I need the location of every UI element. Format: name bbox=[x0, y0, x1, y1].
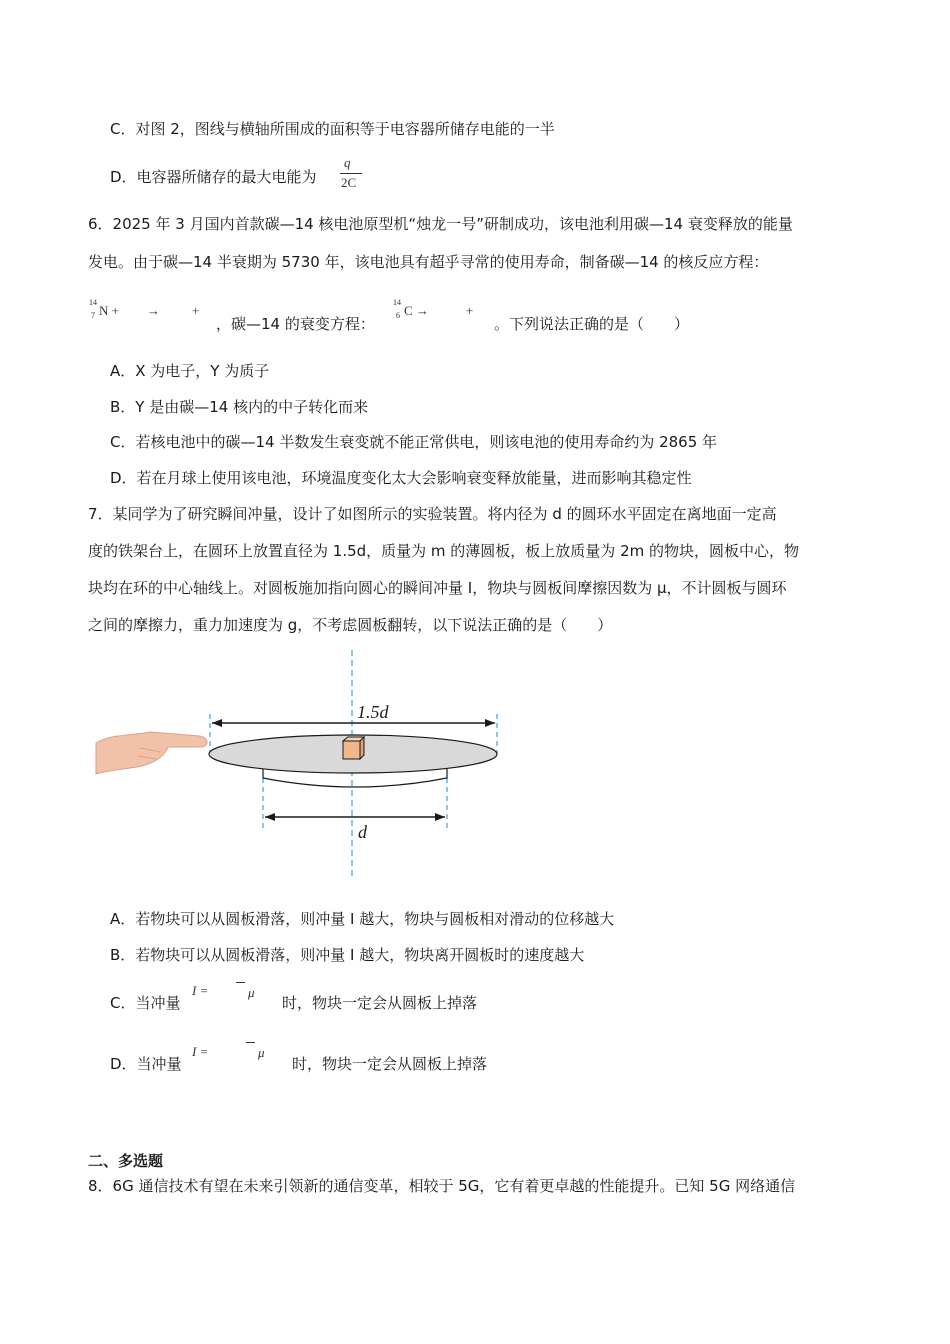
block-object bbox=[343, 737, 364, 759]
pointing-hand-icon bbox=[96, 732, 207, 774]
q6-eq1-arrow: → bbox=[147, 303, 160, 318]
section-heading-multiple-choice: 二、多选题 bbox=[88, 1152, 164, 1170]
q7-option-c-overbar bbox=[236, 982, 245, 983]
q7-option-d-overbar bbox=[246, 1042, 255, 1043]
q5-option-c: C．对图 2，图线与横轴所围成的面积等于电容器所储存电能的一半 bbox=[110, 120, 555, 138]
q7-stem-line3: 块均在环的中心轴线上。对圆板施加指向圆心的瞬间冲量 I，物块与圆板间摩擦因数为 μ，不计圆板与圆环 bbox=[88, 579, 787, 597]
q6-stem-line3-mid: ，碳—14 的衰变方程： bbox=[216, 315, 375, 333]
q6-eq1-plus: + bbox=[192, 303, 200, 318]
q7-figure bbox=[90, 648, 520, 880]
q6-stem-line1: 6．2025 年 3 月国内首款碳—14 核电池原型机“烛龙一号”研制成功，该电池利用碳—14 衰变释放的能量 bbox=[88, 215, 793, 233]
q6-eq1-charge-number: 7 bbox=[91, 311, 95, 320]
q6-stem-line2: 发电。由于碳—14 半衰期为 5730 年，该电池具有超乎寻常的使用寿命，制备碳—14 的核反应方程： bbox=[88, 253, 769, 271]
q6-stem-line3-end: 。下列说法正确的是（ ） bbox=[494, 315, 690, 333]
q6-eq2-mass-number: 14 bbox=[393, 298, 401, 307]
q6-eq1-nitrogen: N + bbox=[99, 303, 119, 318]
q7-option-d-suffix: 时，物块一定会从圆板上掉落 bbox=[292, 1055, 488, 1073]
q7-option-d-formula-i: I = bbox=[192, 1044, 209, 1059]
q6-option-b: B．Y 是由碳—14 核内的中子转化而来 bbox=[110, 398, 369, 416]
q7-option-c-prefix: C．当冲量 bbox=[110, 994, 181, 1012]
q8-stem-line1: 8．6G 通信技术有望在未来引领新的通信变革，相较于 5G，它有着更卓越的性能提升。已知 5G 网络通信 bbox=[88, 1177, 796, 1195]
q6-option-c: C．若核电池中的碳—14 半数发生衰变就不能正常供电，则该电池的使用寿命约为 2865 年 bbox=[110, 433, 718, 451]
q6-eq2-charge-number: 6 bbox=[396, 311, 400, 320]
q5-frac-bar bbox=[340, 173, 362, 174]
q7-option-c-formula-mu: μ bbox=[248, 985, 255, 1000]
q5-frac-denominator: 2C bbox=[341, 175, 357, 190]
q7-option-d-prefix: D．当冲量 bbox=[110, 1055, 182, 1073]
q7-option-a: A．若物块可以从圆板滑落，则冲量 I 越大，物块与圆板相对滑动的位移越大 bbox=[110, 910, 615, 928]
q5-frac-numerator: q bbox=[344, 155, 351, 170]
q7-stem-line2: 度的铁架台上，在圆环上放置直径为 1.5d，质量为 m 的薄圆板，板上放质量为 2m 的物块，圆板中心，物 bbox=[88, 542, 799, 560]
q5-option-d: D．电容器所储存的最大电能为 bbox=[110, 168, 317, 186]
q6-eq2-carbon: C → bbox=[404, 303, 429, 318]
q7-option-c-suffix: 时，物块一定会从圆板上掉落 bbox=[282, 994, 478, 1012]
q7-option-d-formula-mu: μ bbox=[258, 1045, 265, 1060]
q7-stem-line4: 之间的摩擦力，重力加速度为 g，不考虑圆板翻转，以下说法正确的是（ ） bbox=[88, 616, 613, 634]
top-dimension-label: 1.5d bbox=[357, 702, 389, 722]
q7-option-c-formula-i: I = bbox=[192, 983, 209, 998]
q6-option-d: D．若在月球上使用该电池，环境温度变化太大会影响衰变释放能量，进而影响其稳定性 bbox=[110, 469, 692, 487]
q7-option-b: B．若物块可以从圆板滑落，则冲量 I 越大，物块离开圆板时的速度越大 bbox=[110, 946, 585, 964]
q6-eq2-plus: + bbox=[466, 303, 474, 318]
q7-stem-line1: 7．某同学为了研究瞬间冲量，设计了如图所示的实验装置。将内径为 d 的圆环水平固定在离地面一定高 bbox=[88, 505, 777, 523]
q6-eq1-mass-number: 14 bbox=[89, 298, 97, 307]
bottom-dimension-label: d bbox=[358, 822, 367, 842]
q6-option-a: A．X 为电子，Y 为质子 bbox=[110, 362, 270, 380]
